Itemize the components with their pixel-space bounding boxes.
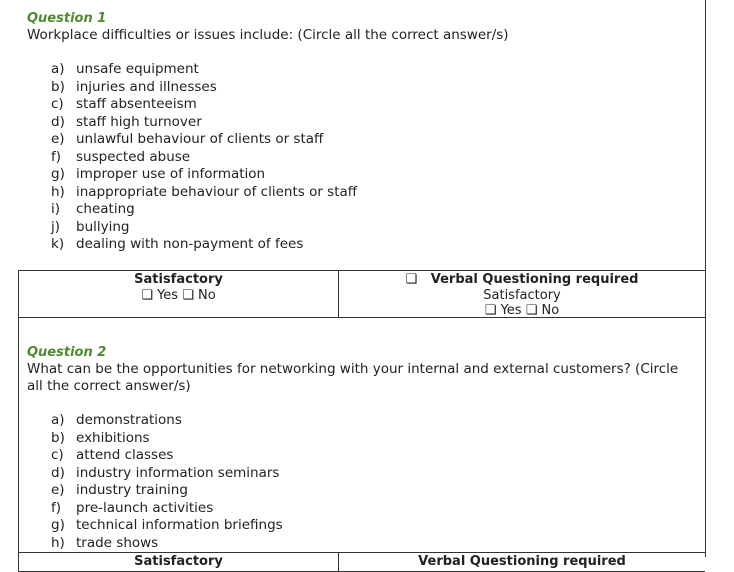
option-text: cheating [76,201,135,217]
question-1-option[interactable] [51,166,357,184]
verbal-checkboxes [339,303,705,319]
question-1-option[interactable] [51,219,357,237]
question-1-option[interactable] [51,149,357,167]
option-text: injuries and illnesses [76,78,217,95]
option-letter: h) [51,183,65,200]
option-letter: f) [51,148,62,165]
option-letter: c) [51,96,64,112]
satisfactory-heading: Satisfactory [134,272,223,287]
verbal-questioning-heading-row [339,271,705,288]
question-1-option[interactable] [51,201,357,219]
satisfactory-cell [19,271,339,317]
option-text: exhibitions [76,429,150,446]
question-2-option[interactable] [51,447,283,465]
option-letter: h) [51,534,65,551]
no-checkbox[interactable]: ❏ [182,287,194,303]
no-label: No [198,287,216,303]
question-2-option[interactable] [51,535,283,553]
verbal-questioning-cell-2 [339,553,705,571]
satisfactory-cell-2 [19,553,339,571]
question-1-option[interactable] [51,236,357,254]
option-text: industry training [76,482,188,498]
option-letter: d) [51,464,65,481]
option-letter: b) [51,78,65,95]
question-1-option[interactable] [51,114,357,132]
question-1-option[interactable] [51,131,357,149]
option-letter: e) [51,482,65,498]
satisfactory-heading-2: Satisfactory [134,554,223,569]
question-2-option[interactable] [51,412,283,430]
question-2-title: Question 2 [27,345,107,360]
option-text: unsafe equipment [76,61,199,77]
verbal-yes-checkbox[interactable]: ❏ [484,303,497,318]
verbal-no-label: No [541,303,560,318]
option-text: industry information seminars [76,464,280,481]
verbal-questioning-heading-2: Verbal Questioning required [418,554,626,569]
question-1-options [51,61,357,254]
option-text: bullying [76,218,130,235]
option-text: suspected abuse [76,148,191,165]
verbal-yes-label: Yes [500,303,522,318]
verbal-no-checkbox[interactable]: ❏ [525,303,538,318]
question-2-option[interactable] [51,482,283,500]
question-1-title: Question 1 [27,11,107,26]
yes-label: Yes [157,287,179,303]
option-letter: g) [51,517,65,533]
option-text: attend classes [76,447,174,463]
option-text: pre-launch activities [76,499,214,516]
option-letter: f) [51,499,62,516]
question-2-option[interactable] [51,517,283,535]
verbal-satisfactory-label: Satisfactory [483,287,561,303]
verbal-questioning-heading: Verbal Questioning required [430,272,639,287]
assessment-table-1 [18,270,705,318]
question-2-options [51,412,283,552]
question-2-option[interactable] [51,465,283,483]
option-letter: g) [51,166,65,182]
option-text: dealing with non-payment of fees [76,236,304,252]
question-2-option[interactable] [51,430,283,448]
option-text: staff absenteeism [76,96,197,112]
question-1-option[interactable] [51,61,357,79]
option-letter: b) [51,429,65,446]
verbal-questioning-cell [339,271,705,317]
option-letter: a) [51,412,65,428]
option-letter: a) [51,61,65,77]
question-1-option[interactable] [51,184,357,202]
question-1-option[interactable] [51,96,357,114]
question-2-text: What can be the opportunities for networking with your internal and external customers? (Circle all the correct answer/s) [27,361,679,394]
verbal-questioning-checkbox[interactable]: ❏ [405,272,418,287]
option-text: unlawful behaviour of clients or staff [76,131,324,147]
option-letter: i) [51,201,61,217]
option-text: improper use of information [76,166,266,182]
satisfactory-checkboxes [19,288,338,304]
option-text: technical information briefings [76,517,283,533]
option-text: inappropriate behaviour of clients or staff [76,183,358,200]
option-text: trade shows [76,534,159,551]
assessment-table-2 [18,552,705,572]
option-letter: k) [51,236,65,252]
page-right-border [705,0,706,557]
option-letter: j) [51,218,61,235]
question-1-text: Workplace difficulties or issues include: (Circle all the correct answer/s) [27,27,509,43]
option-letter: e) [51,131,65,147]
option-text: demonstrations [76,412,182,428]
yes-checkbox[interactable]: ❏ [141,287,153,303]
section-left-border [18,318,19,557]
question-1-option[interactable] [51,79,357,97]
question-2-option[interactable] [51,500,283,518]
option-letter: c) [51,447,64,463]
option-text: staff high turnover [76,113,202,130]
option-letter: d) [51,113,65,130]
